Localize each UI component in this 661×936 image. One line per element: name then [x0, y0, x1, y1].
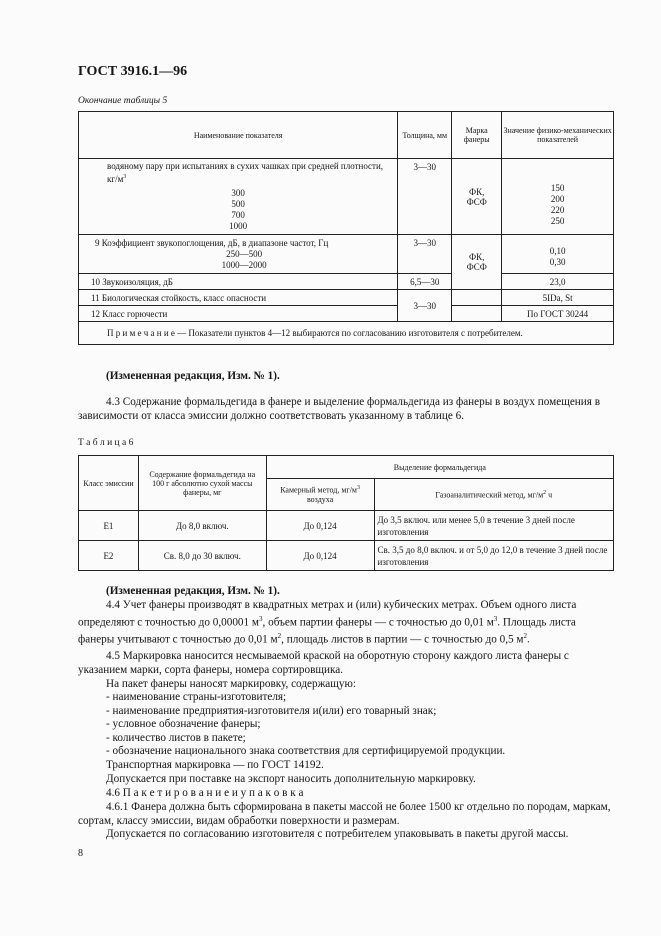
- paragraph-4-5-b: На пакет фанеры наносят маркировку, содержащую:: [106, 678, 356, 690]
- col-header-chamber: Камерный метод, $мг/м^3$ воздуха: [266, 479, 374, 511]
- table-row: [79, 541, 614, 571]
- list-item: - условное обозначение фанеры;: [106, 718, 261, 730]
- table-caption: Окончание таблицы 5: [78, 96, 168, 106]
- list-item: - наименование предприятия-изготовителя и(или) его товарный знак;: [106, 704, 437, 717]
- col-header-content: Содержание формальдегида на 100 г абсолютно сухой массы фанеры, мг: [138, 456, 266, 511]
- chamber-cell: До 0,124: [266, 511, 374, 541]
- table-6-caption: Т а б л и ц а 6: [78, 438, 134, 448]
- table-row: [79, 511, 614, 541]
- value-cell: 5IDa, St: [502, 290, 614, 306]
- content-cell: Св. 8,0 до 30 включ.: [138, 541, 266, 571]
- list-item: - обозначение национального знака соответствия для сертифицируемой продукции.: [106, 745, 506, 757]
- list-item: - наименование страны-изготовителя;: [106, 691, 287, 703]
- table-row: водяному пару при испытаниях в сухих чашках при средней плотности, $кг/м^3$ 300 500 700 1000: [79, 159, 398, 235]
- col-header-release: Выделение формальдегида: [266, 456, 613, 479]
- section-4-6: 4.6 П а к е т и р о в а н и е и у п а к о в к а: [106, 787, 304, 799]
- col-header-mark: Марка фанеры: [452, 112, 502, 159]
- page-header: ГОСТ 3916.1—96: [78, 64, 188, 79]
- class-cell: Е1: [79, 511, 139, 541]
- revision-note: (Измененная редакция, Изм. № 1).: [106, 370, 280, 382]
- col-header-class: Класс эмиссии: [79, 456, 139, 511]
- value-cell: 0,10 0,30: [502, 235, 614, 274]
- table-row: 9 Коэффициент звукопоглощения, дБ, в диапазоне частот, Гц 250—500 1000—2000: [79, 235, 398, 274]
- value-cell: 150 200 220 250: [502, 159, 614, 235]
- export-marking: Допускается при поставке на экспорт наносить дополнительную маркировку.: [106, 773, 476, 785]
- thickness-cell: 3—30: [398, 290, 452, 322]
- col-header-gas: Газоаналитический метод, $мг/м^2$ ч: [374, 479, 614, 511]
- marking-list: [106, 691, 505, 759]
- gas-cell: До 3,5 включ. или менее 5,0 в течение 3 дней после изготовления: [374, 511, 614, 541]
- gas-cell: Св. 3,5 до 8,0 включ. и от 5,0 до 12,0 в течение 3 дней после изготовления: [374, 541, 614, 571]
- paragraph-4-6-1: 4.6.1 Фанера должна быть сформирована в пакеты массой не более 1500 кг отдельно по породам, маркам, сортам, классу эмиссии, видам обработки поверхности и размерам.: [78, 801, 611, 827]
- content-cell: До 8,0 включ.: [138, 511, 266, 541]
- table-5: [78, 111, 614, 345]
- paragraph-4-6-1-b: Допускается по согласованию изготовителя с потребителем упаковывать в пакеты другой массы.: [106, 828, 569, 840]
- table-row: 10 Звукоизоляция, дБ: [79, 274, 398, 290]
- list-item: - количество листов в пакете;: [106, 731, 246, 744]
- class-cell: Е2: [79, 541, 139, 571]
- col-header-thickness: Толщина, мм: [398, 112, 452, 159]
- page-number: 8: [78, 848, 83, 859]
- revision-note: (Измененная редакция, Изм. № 1).: [106, 585, 280, 597]
- mark-cell: ФК, ФСФ: [452, 159, 502, 235]
- paragraph-4-4: 4.4 Учет фанеры производят в квадратных метрах и (или) кубических метрах. Объем одного листа определяют с точностью до 0,00001 $м^3$, объем партии фанеры — с точностью до 0,01 $м^3$. Площадь листа фанеры учитывают с точностью до 0,01 $м^2$, площадь листов в партии — с точностью до 0,5 $м^2$.: [78, 599, 577, 646]
- mark-cell: ФК, ФСФ: [452, 235, 502, 290]
- transport-marking: Транспортная маркировка — по ГОСТ 14192.: [106, 759, 324, 771]
- table-note: П р и м е ч а н и е — Показатели пунктов 4—12 выбираются по согласованию изготовителя с потребителем.: [79, 322, 614, 345]
- thickness-cell: 3—30: [398, 235, 452, 274]
- col-header-value: Значение физико-механических показателей: [502, 112, 614, 159]
- table-row: 11 Биологическая стойкость, класс опасности: [79, 290, 398, 306]
- thickness-cell: 6,5—30: [398, 274, 452, 290]
- value-cell: 23,0: [502, 274, 614, 290]
- paragraph-4-5: 4.5 Маркировка наносится несмываемой краской на оборотную сторону каждого листа фанеры с указанием марки, сорта фанеры, номера сортировщика.: [78, 650, 569, 676]
- table-6: [78, 455, 614, 571]
- mark-cell: [452, 306, 502, 322]
- chamber-cell: До 0,124: [266, 541, 374, 571]
- col-header-name: Наименование показателя: [79, 112, 398, 159]
- thickness-cell: 3—30: [398, 159, 452, 235]
- paragraph-4-3: 4.3 Содержание формальдегида в фанере и выделение формальдегида из фанеры в воздух помещения в зависимости от класса эмиссии должно соответствовать указанному в таблице 6.: [78, 396, 600, 422]
- value-cell: По ГОСТ 30244: [502, 306, 614, 322]
- mark-cell: [452, 290, 502, 306]
- table-row: 12 Класс горючести: [79, 306, 398, 322]
